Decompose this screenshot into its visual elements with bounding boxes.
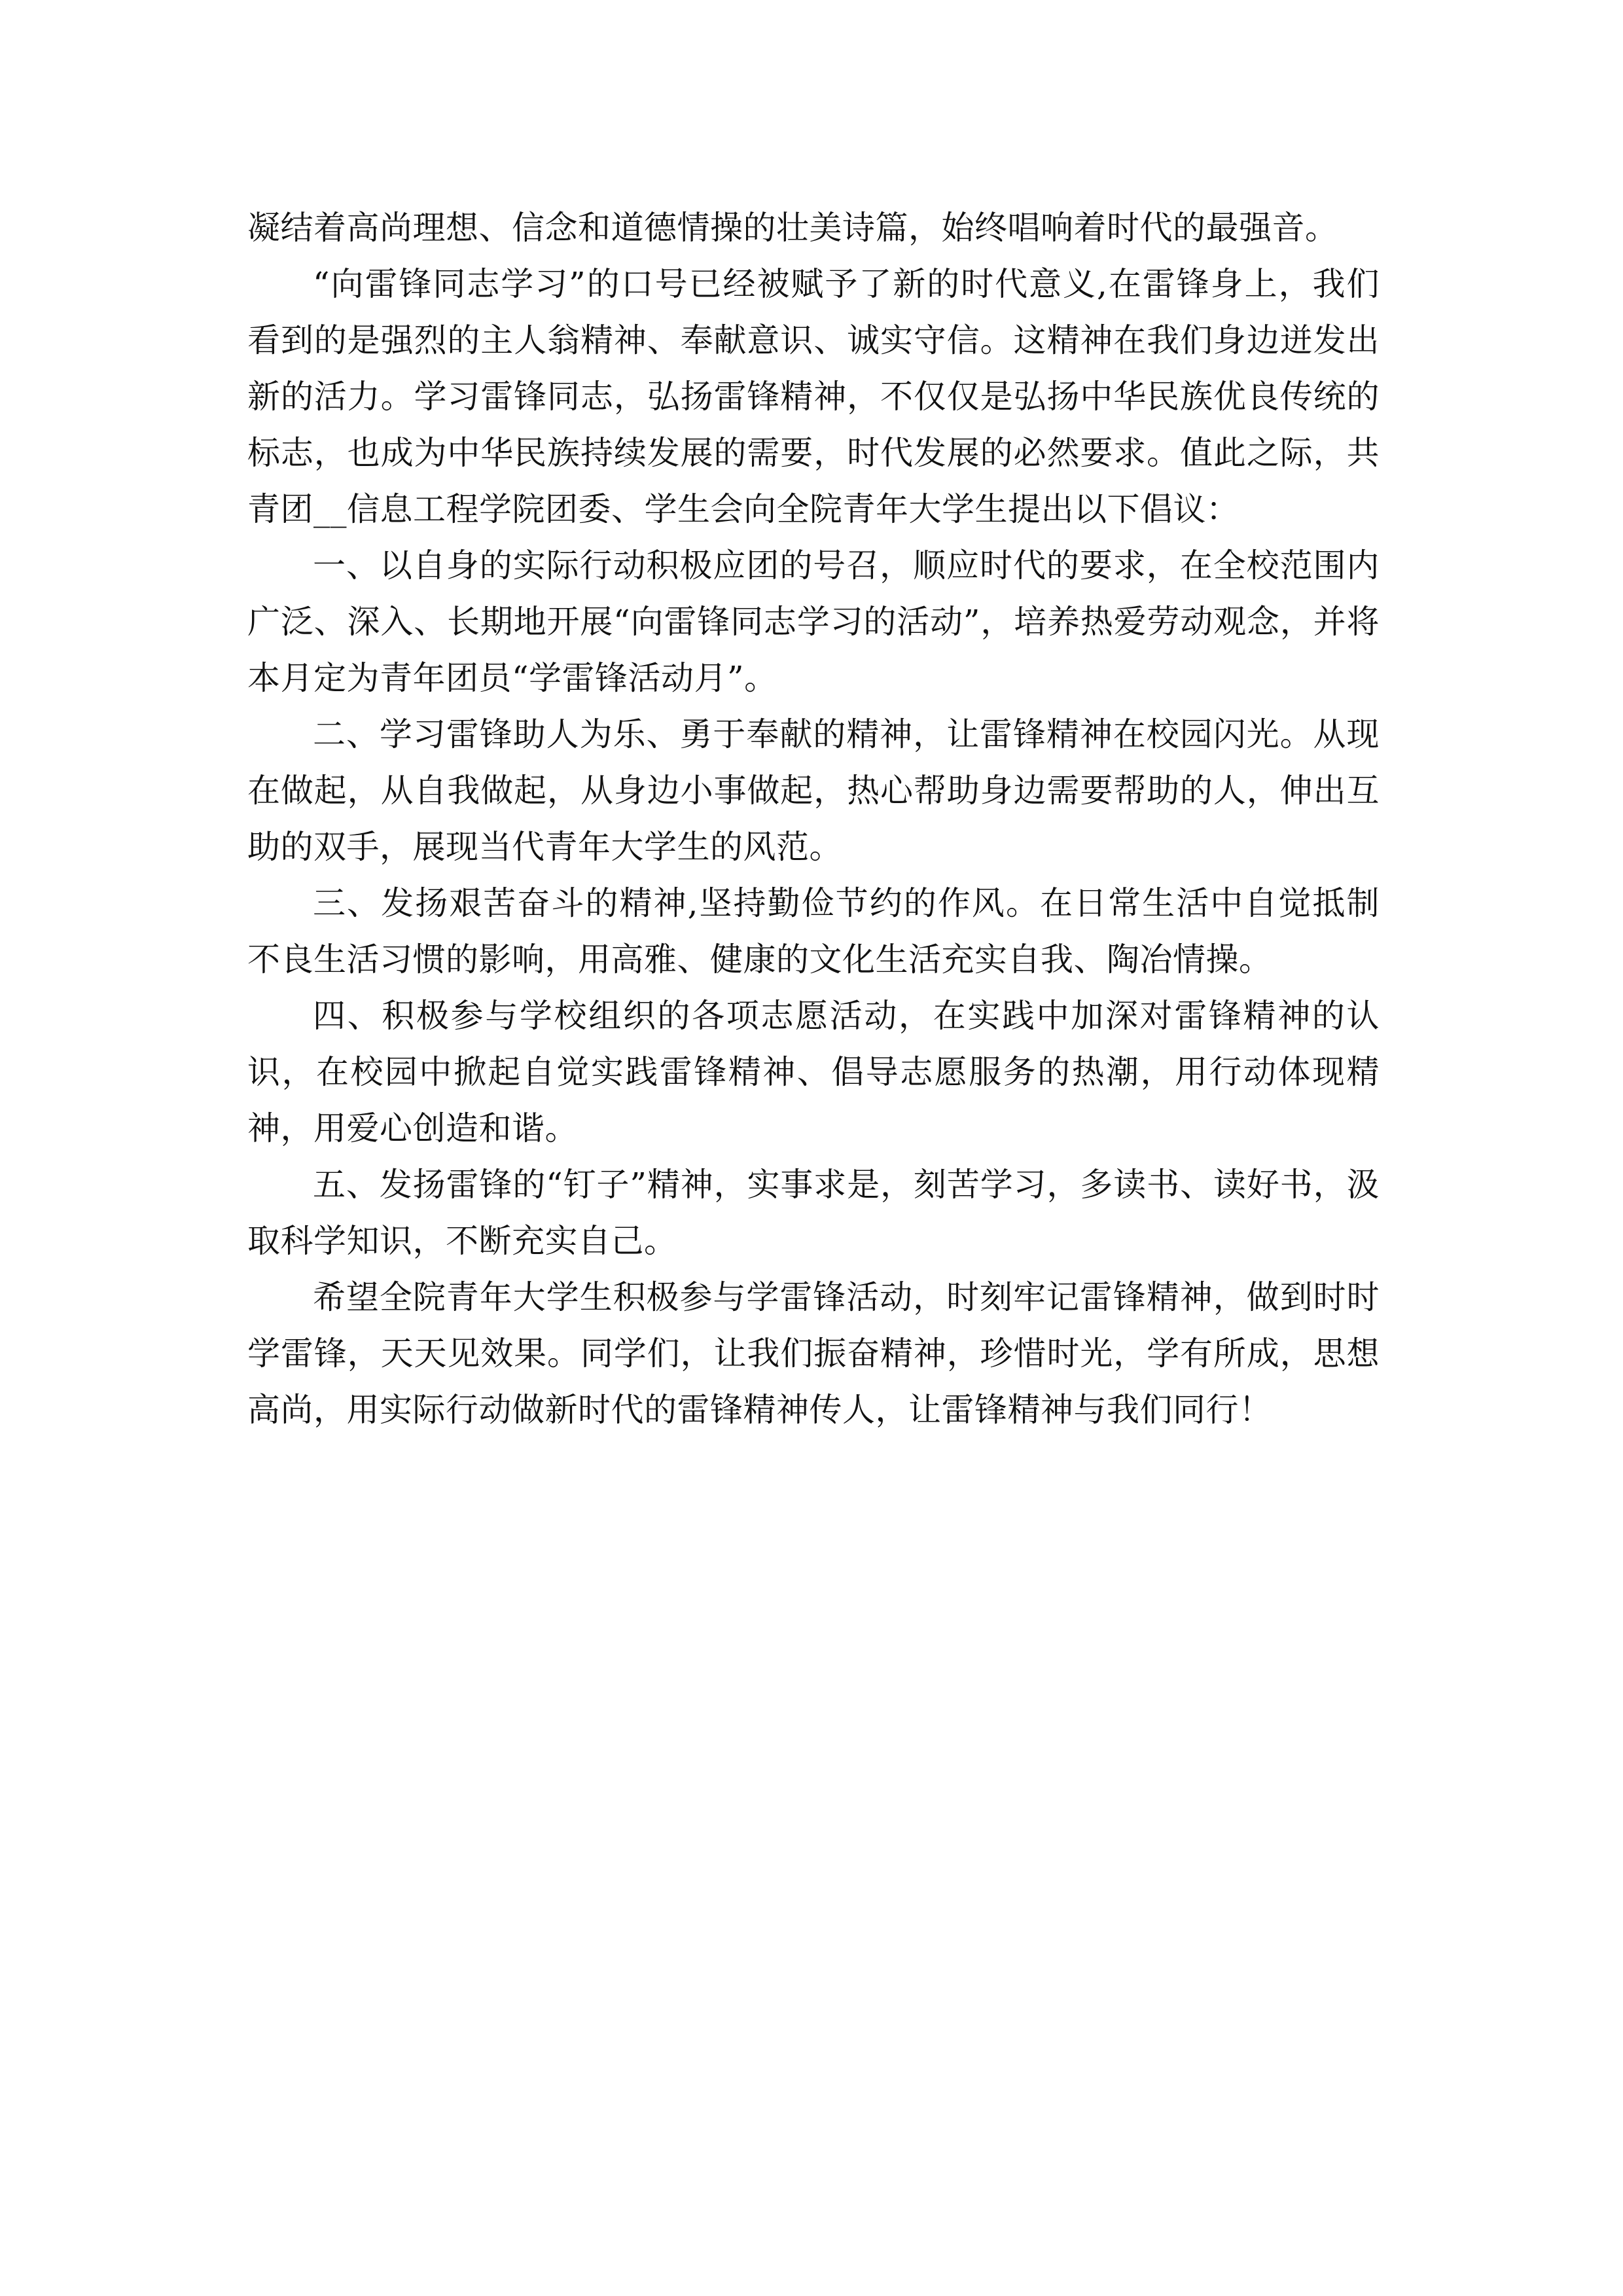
paragraph-proposal-4: 四、积极参与学校组织的各项志愿活动，在实践中加深对雷锋精神的认识，在校园中掀起自觉实践雷锋精神、倡导志愿服务的热潮，用行动体现精神，用爱心创造和谐。 xyxy=(247,997,1380,1147)
paragraph-continuation: 凝结着高尚理想、信念和道德情操的壮美诗篇，始终唱响着时代的最强音。 xyxy=(247,209,1338,247)
paragraph-closing: 希望全院青年大学生积极参与学雷锋活动，时刻牢记雷锋精神，做到时时学雷锋，天天见效果。同学们，让我们振奋精神，珍惜时光，学有所成，思想高尚，用实际行动做新时代的雷锋精神传人，让雷锋精神与我们同行！ xyxy=(247,1278,1380,1429)
document-body xyxy=(247,200,1380,1438)
paragraph-proposal-3: 三、发扬艰苦奋斗的精神,坚持勤俭节约的作风。在日常生活中自觉抵制不良生活习惯的影响，用高雅、健康的文化生活充实自我、陶冶情操。 xyxy=(247,884,1380,978)
paragraph-intro: “向雷锋同志学习”的口号已经被赋予了新的时代意义,在雷锋身上，我们看到的是强烈的主人翁精神、奉献意识、诚实守信。这精神在我们身边迸发出新的活力。学习雷锋同志，弘扬雷锋精神，不仅仅是弘扬中华民族优良传统的标志，也成为中华民族持续发展的需要，时代发展的必然要求。值此之际，共青团__信息工程学院团委、学生会向全院青年大学生提出以下倡议： xyxy=(247,265,1380,528)
paragraph-proposal-2: 二、学习雷锋助人为乐、勇于奉献的精神，让雷锋精神在校园闪光。从现在做起，从自我做起，从身边小事做起，热心帮助身边需要帮助的人，伸出互助的双手，展现当代青年大学生的风范。 xyxy=(247,715,1380,866)
paragraph-proposal-5: 五、发扬雷锋的“钉子”精神，实事求是，刻苦学习，多读书、读好书，汲取科学知识，不断充实自己。 xyxy=(247,1166,1380,1260)
paragraph-proposal-1: 一、以自身的实际行动积极应团的号召，顺应时代的要求，在全校范围内广泛、深入、长期地开展“向雷锋同志学习的活动”，培养热爱劳动观念，并将本月定为青年团员“学雷锋活动月”。 xyxy=(247,547,1380,697)
